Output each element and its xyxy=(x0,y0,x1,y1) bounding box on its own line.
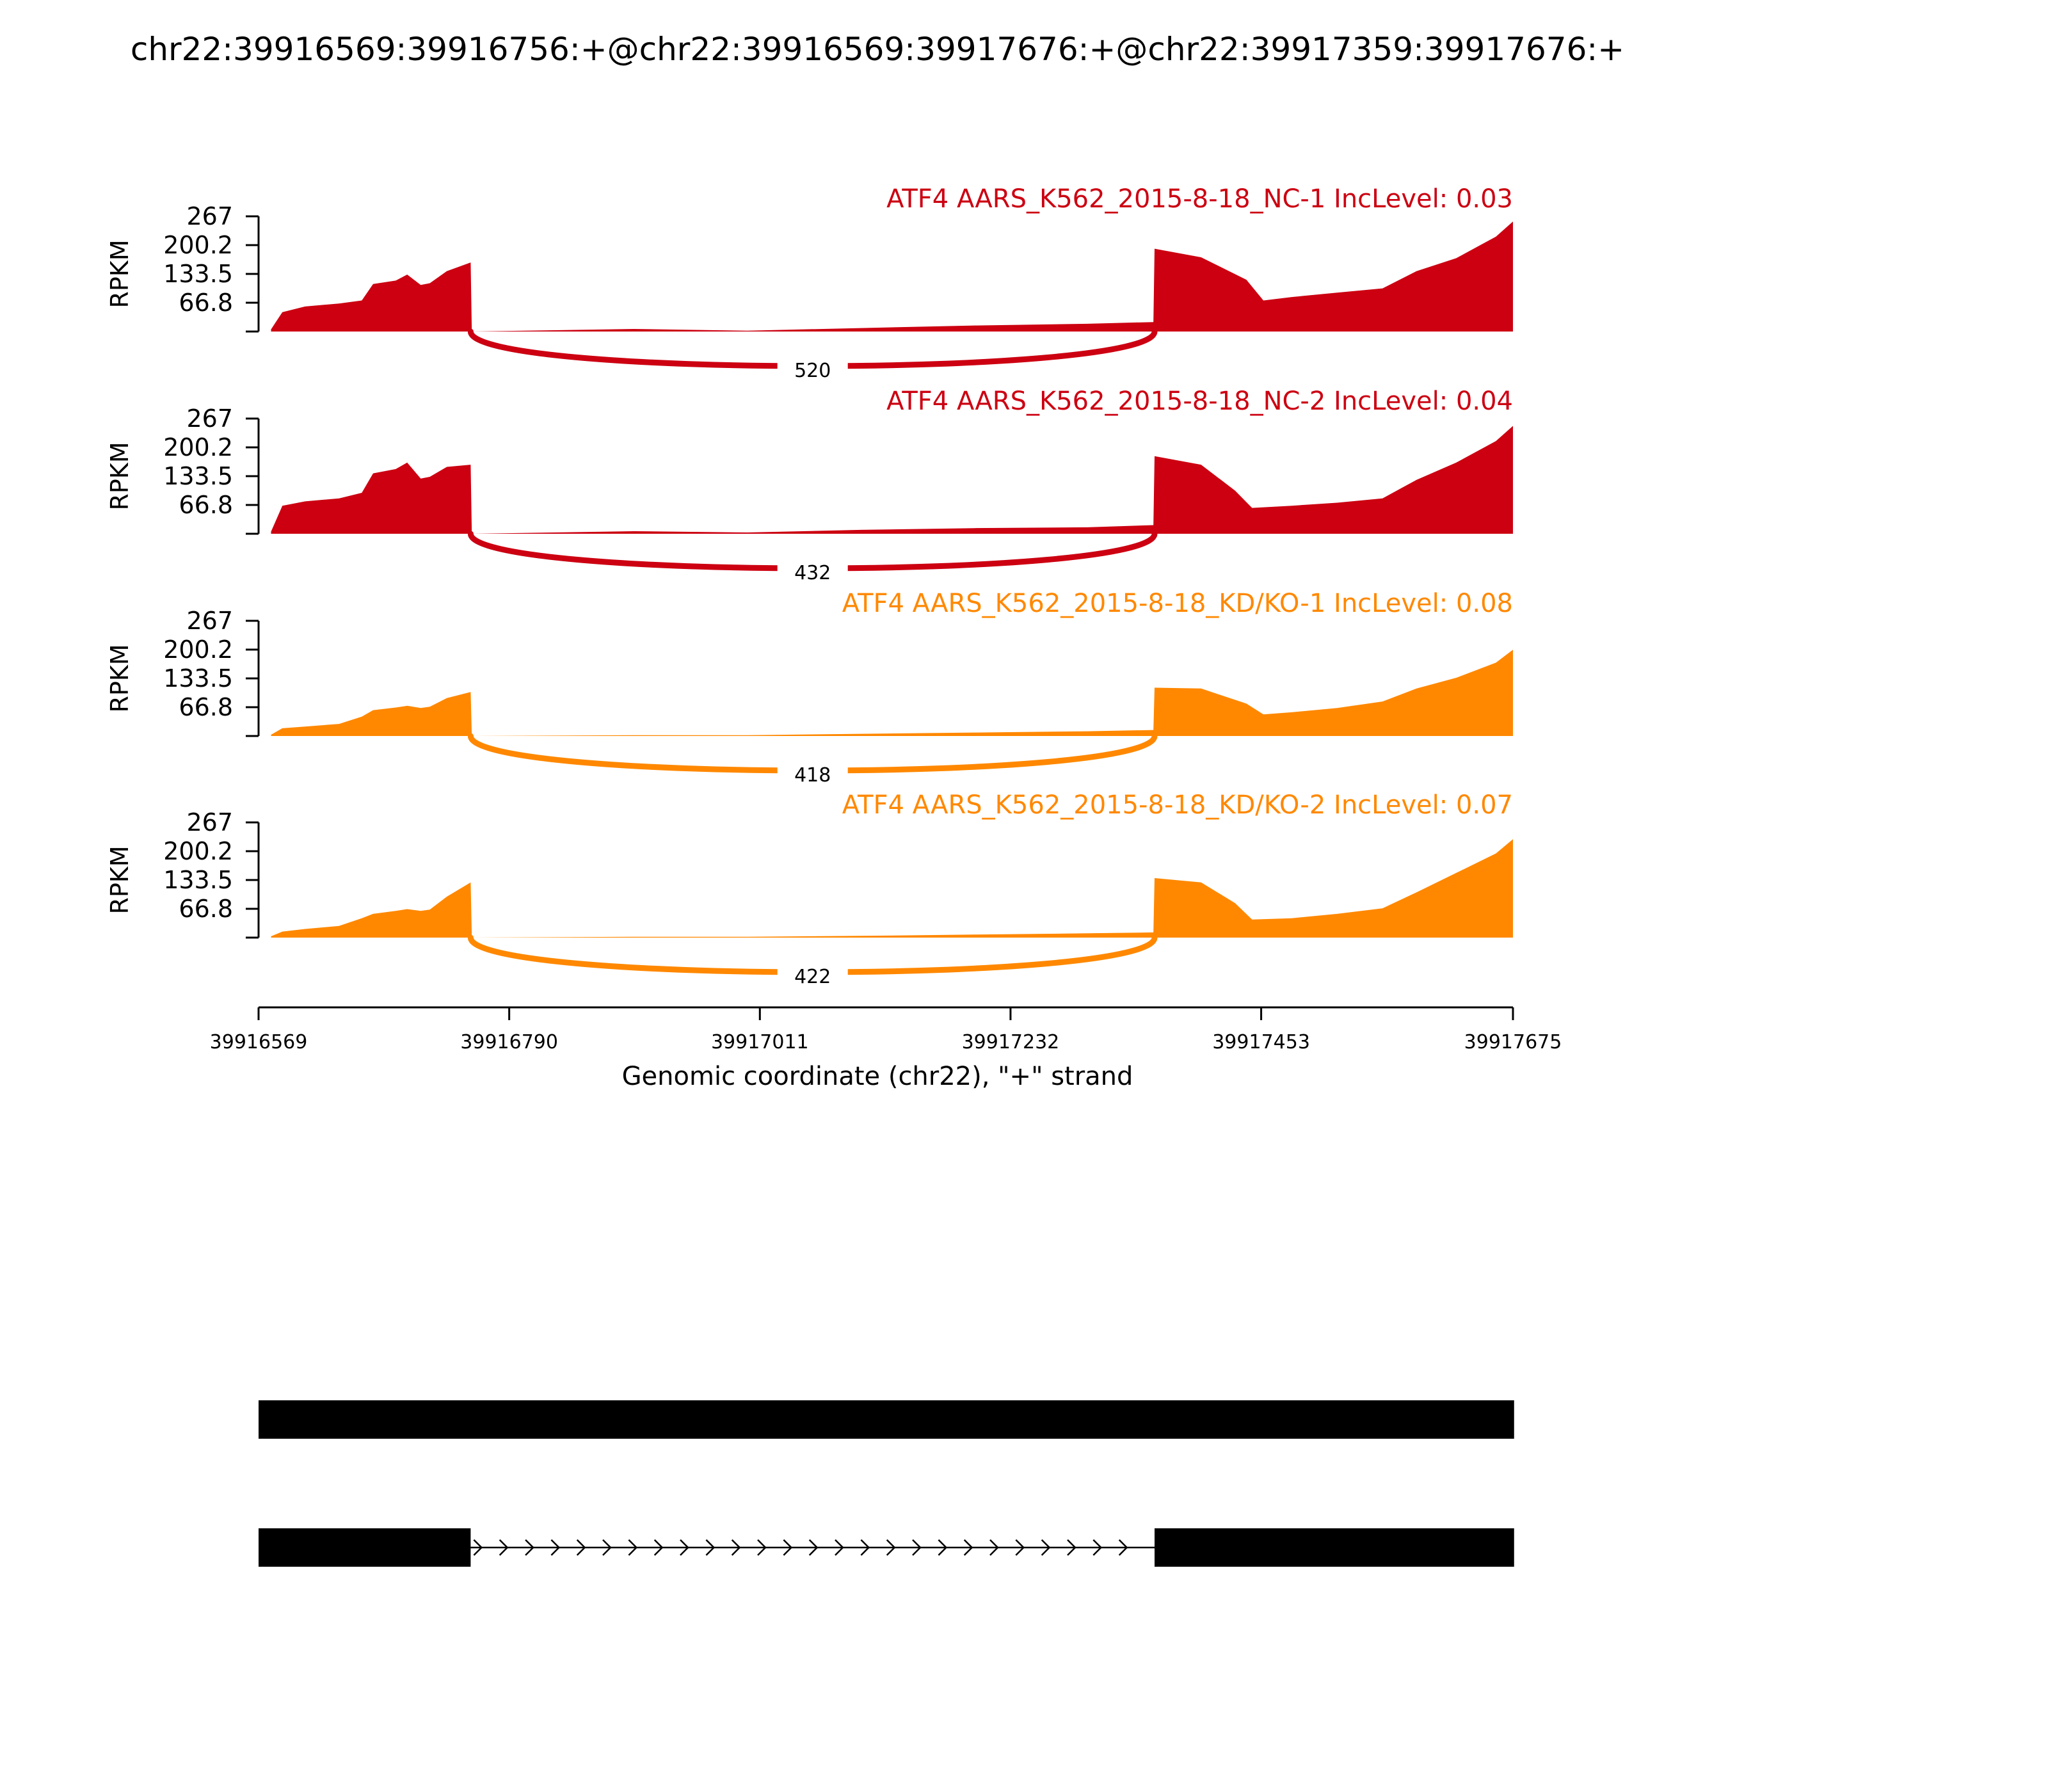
coverage-panel xyxy=(106,790,1513,991)
y-axis-label: RPKM xyxy=(106,239,134,308)
x-tick-label: 39917011 xyxy=(710,1031,809,1053)
y-axis-label: RPKM xyxy=(106,845,134,915)
y-tick-label: 267 xyxy=(186,202,233,230)
y-tick-label: 267 xyxy=(186,808,233,836)
y-axis-label: RPKM xyxy=(106,644,134,713)
coverage-panel xyxy=(106,589,1513,790)
y-tick-label: 133.5 xyxy=(163,664,233,692)
junction-read-count: 422 xyxy=(794,966,831,988)
plot-title: chr22:39916569:39916756:+@chr22:39916569:39917676:+@chr22:39917359:39917676:+ xyxy=(130,31,1625,68)
y-tick-label: 267 xyxy=(186,607,233,635)
coverage-area xyxy=(271,650,1514,736)
exon-downstream xyxy=(1155,1528,1514,1567)
x-tick-label: 39916790 xyxy=(460,1031,558,1053)
coverage-area xyxy=(271,221,1514,332)
y-tick-label: 133.5 xyxy=(163,866,233,894)
exon-inclusion-isoform xyxy=(259,1400,1514,1439)
coverage-panel xyxy=(106,184,1513,385)
junction-read-count: 432 xyxy=(794,562,831,584)
x-tick-label: 39916569 xyxy=(209,1031,308,1053)
sample-label: ATF4 AARS_K562_2015-8-18_NC-1 IncLevel: 0.03 xyxy=(886,184,1513,214)
y-tick-label: 66.8 xyxy=(179,692,233,721)
x-tick-label: 39917232 xyxy=(961,1031,1060,1053)
y-tick-label: 200.2 xyxy=(163,837,233,866)
gene-models xyxy=(259,1400,1514,1567)
x-axis xyxy=(210,1007,1562,1053)
y-tick-label: 267 xyxy=(186,404,233,433)
y-tick-label: 200.2 xyxy=(163,231,233,260)
coverage-panel xyxy=(106,387,1513,588)
y-tick-label: 133.5 xyxy=(163,260,233,288)
junction-read-count: 520 xyxy=(794,360,831,382)
x-axis-label: Genomic coordinate (chr22), "+" strand xyxy=(621,1062,1133,1091)
sample-label: ATF4 AARS_K562_2015-8-18_NC-2 IncLevel: 0.04 xyxy=(886,387,1513,416)
y-tick-label: 66.8 xyxy=(179,894,233,923)
coverage-area xyxy=(271,839,1514,938)
x-tick-label: 39917675 xyxy=(1464,1031,1562,1053)
sample-label: ATF4 AARS_K562_2015-8-18_KD/KO-1 IncLevel: 0.08 xyxy=(842,589,1513,618)
exon-upstream xyxy=(259,1528,470,1567)
y-tick-label: 66.8 xyxy=(179,490,233,519)
y-tick-label: 133.5 xyxy=(163,462,233,490)
y-tick-label: 66.8 xyxy=(179,288,233,317)
sample-label: ATF4 AARS_K562_2015-8-18_KD/KO-2 IncLevel: 0.07 xyxy=(842,790,1513,820)
x-tick-label: 39917453 xyxy=(1212,1031,1310,1053)
y-tick-label: 200.2 xyxy=(163,433,233,462)
junction-read-count: 418 xyxy=(794,764,831,787)
coverage-area xyxy=(271,426,1514,534)
y-tick-label: 200.2 xyxy=(163,636,233,664)
coverage-panels xyxy=(106,184,1513,991)
y-axis-label: RPKM xyxy=(106,442,134,511)
